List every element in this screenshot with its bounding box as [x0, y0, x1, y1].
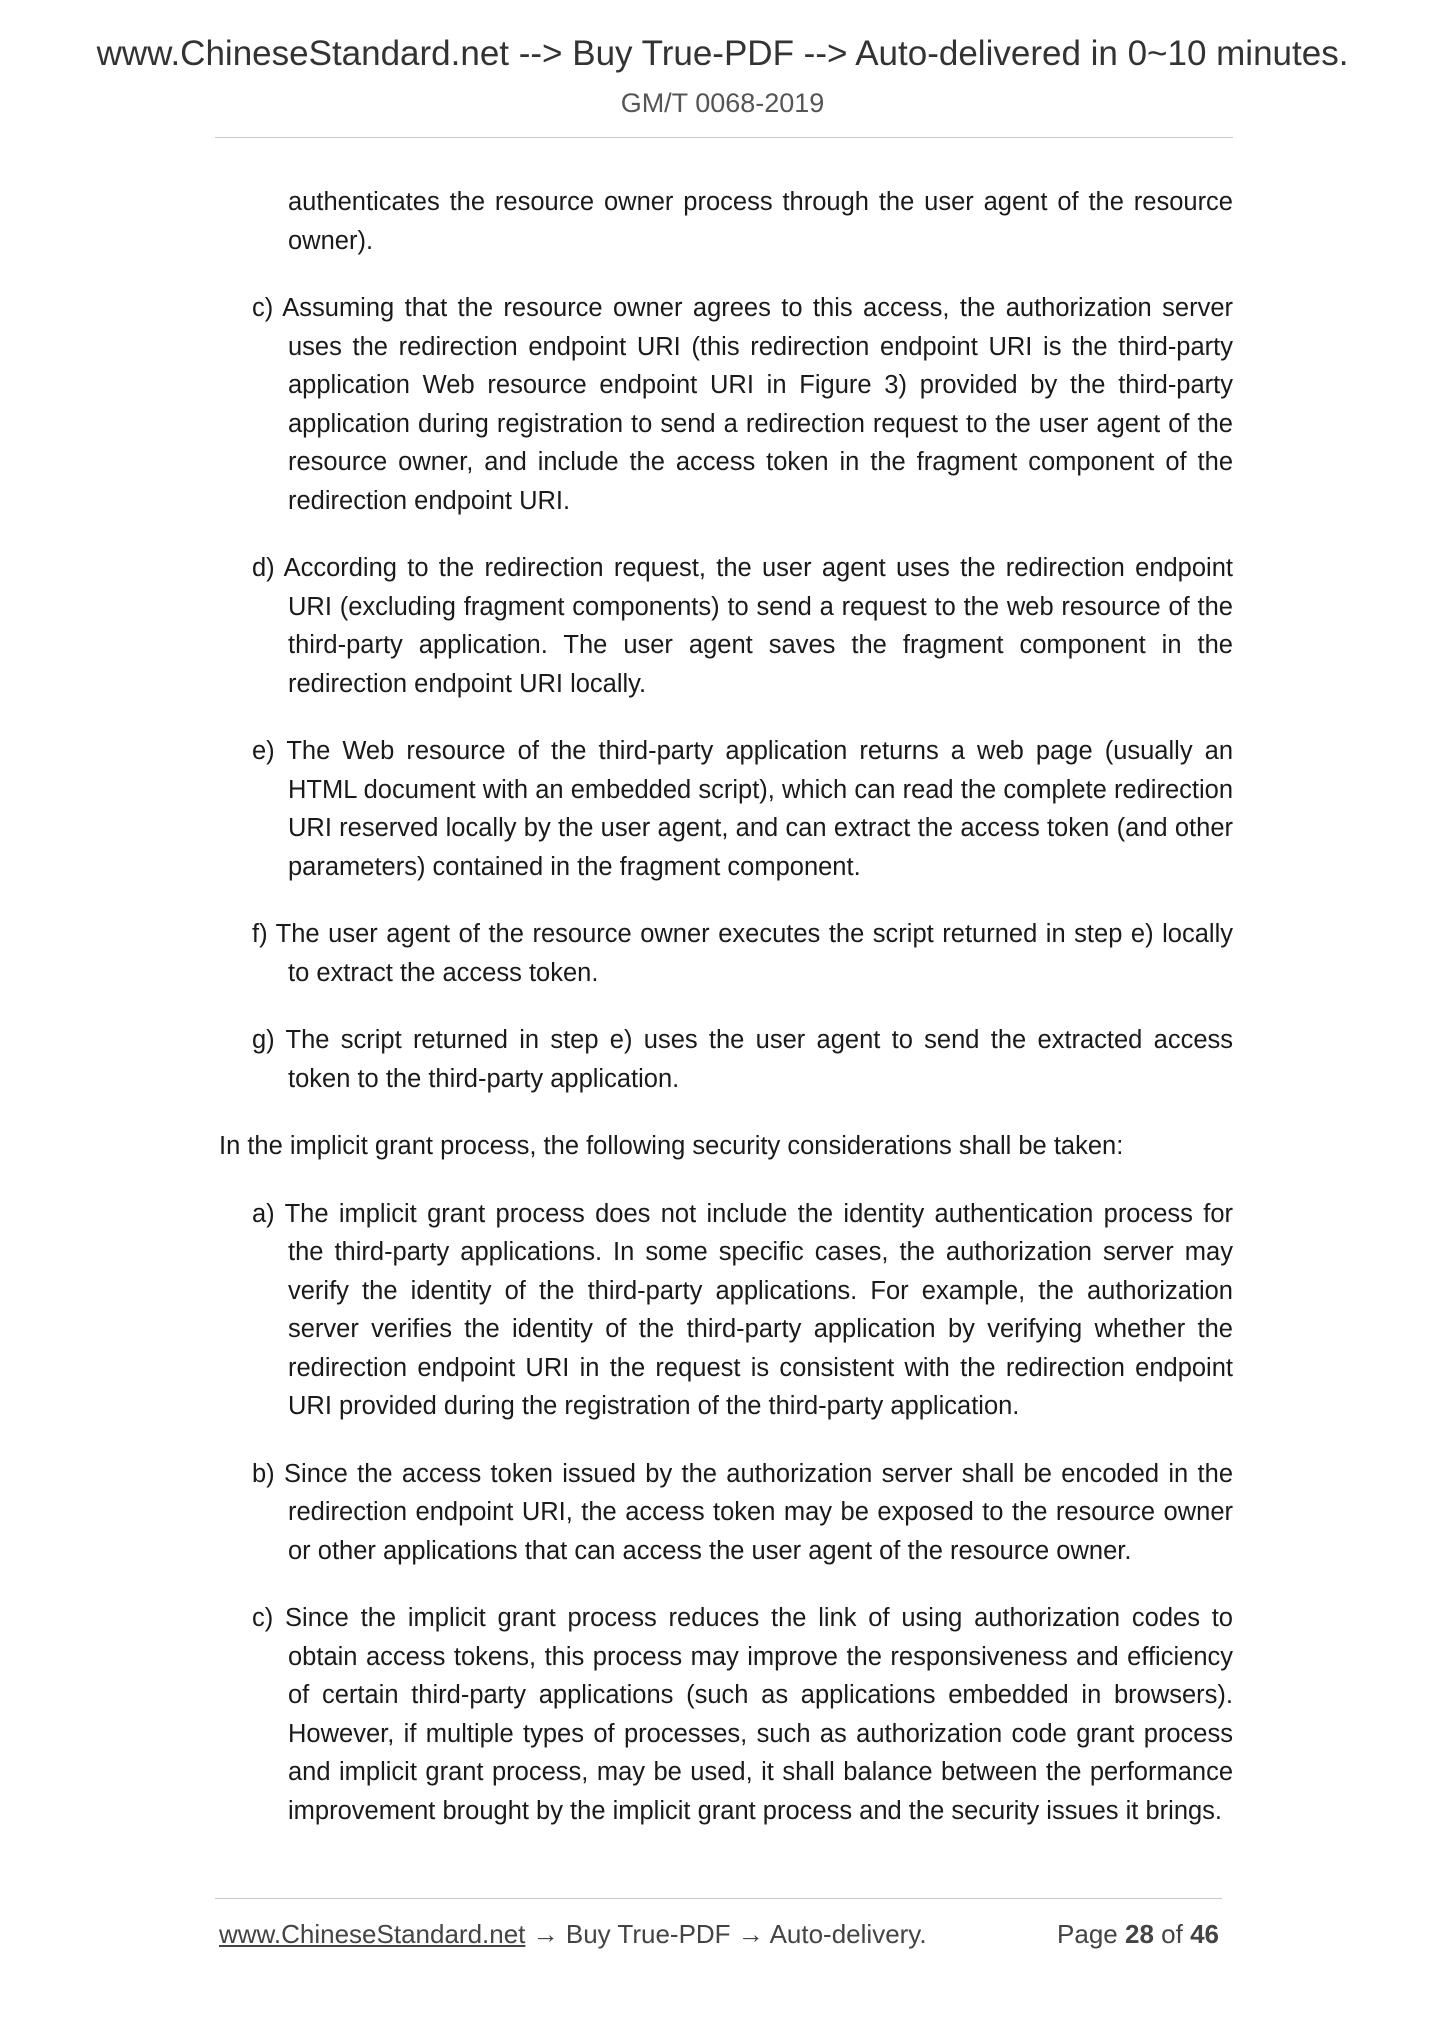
- list-marker: a): [252, 1199, 275, 1228]
- list-marker: c): [252, 1604, 274, 1632]
- footer-divider: [215, 1898, 1222, 1899]
- list-item: [219, 1195, 1233, 1426]
- footer-tagline: → Buy True-PDF → Auto-delivery.: [525, 1919, 927, 1949]
- page-current: 28: [1125, 1919, 1154, 1949]
- list-item-text: The user agent of the resource owner executes the script returned in step e) locally to extract the access token.: [275, 920, 1234, 987]
- top-banner: www.ChineseStandard.net --> Buy True-PDF --> Auto-delivered in 0~10 minutes.: [96, 34, 1349, 73]
- list-item: [219, 915, 1233, 992]
- page-counter: [1057, 1914, 1219, 1954]
- list-marker: c): [252, 294, 274, 322]
- page-label: Page: [1057, 1919, 1118, 1949]
- list-item-text: According to the redirection request, the user agent uses the redirection endpoint URI (excluding fragment components) to send a request to the web resource of the third-party application. The user agent saves the fragment component in the redirection endpoint URI locally.: [283, 554, 1233, 698]
- list-item: [219, 732, 1233, 886]
- page-footer: [219, 1914, 1229, 1954]
- list-item: [219, 1021, 1233, 1098]
- list-marker: f): [252, 920, 268, 948]
- list-item-text: Assuming that the resource owner agrees to this access, the authorization server uses the redirection endpoint URI (this redirection endpoint URI is the third-party application Web resource endpoint URI in Figure 3) provided by the third-party application during registration to send a redirection request to the user agent of the resource owner, and include the access token in the fragment component of the redirection endpoint URI.: [282, 294, 1233, 515]
- page-total: 46: [1190, 1919, 1219, 1949]
- list-item-text: The implicit grant process does not include the identity authentication process for the third-party applications. In some specific cases, the authorization server may verify the identity of the third-party applications. For example, the authorization server verifies the identity of the third-party application by verifying whether the redirection endpoint URI in the request is consistent with the redirection endpoint URI provided during the registration of the third-party application.: [284, 1199, 1234, 1420]
- list-marker: e): [252, 737, 275, 765]
- list-marker: b): [252, 1459, 275, 1488]
- continuation-text: authenticates the resource owner process through the user agent of the resource owner).: [288, 188, 1233, 255]
- list-item: [219, 549, 1233, 703]
- footer-promo: [219, 1914, 927, 1954]
- of-label: of: [1161, 1919, 1183, 1949]
- page-body: [219, 183, 1233, 1859]
- list-item-text: The script returned in step e) uses the user agent to send the extracted access token to the third-party application.: [285, 1026, 1233, 1093]
- list-item-text: The Web resource of the third-party application returns a web page (usually an HTML document with an embedded script), which can read the complete redirection URI reserved locally by the user agent, and can extract the access token (and other parameters) contained in the fragment component.: [286, 737, 1234, 881]
- list-item: [219, 289, 1233, 520]
- list-item: [219, 1455, 1233, 1571]
- list-item-text: Since the implicit grant process reduces the link of using authorization codes to obtain access tokens, this process may improve the responsiveness and efficiency of certain third-party applications (such as applications embedded in browsers). However, if multiple types of processes, such as authorization code grant process and implicit grant process, may be used, it shall balance between the performance improvement brought by the implicit grant process and the security issues it brings.: [285, 1604, 1233, 1825]
- document-code: GM/T 0068-2019: [620, 88, 825, 118]
- site-link[interactable]: www.ChineseStandard.net: [219, 1919, 526, 1949]
- list-marker: g): [252, 1026, 275, 1054]
- list-marker: d): [252, 554, 275, 582]
- section-intro: In the implicit grant process, the following security considerations shall be taken:: [219, 1132, 1124, 1160]
- header-divider: [215, 137, 1233, 138]
- list-item-text: Since the access token issued by the authorization server shall be encoded in the redirection endpoint URI, the access token may be exposed to the resource owner or other applications that can access the user agent of the resource owner.: [284, 1459, 1233, 1565]
- list-item: [219, 1599, 1233, 1830]
